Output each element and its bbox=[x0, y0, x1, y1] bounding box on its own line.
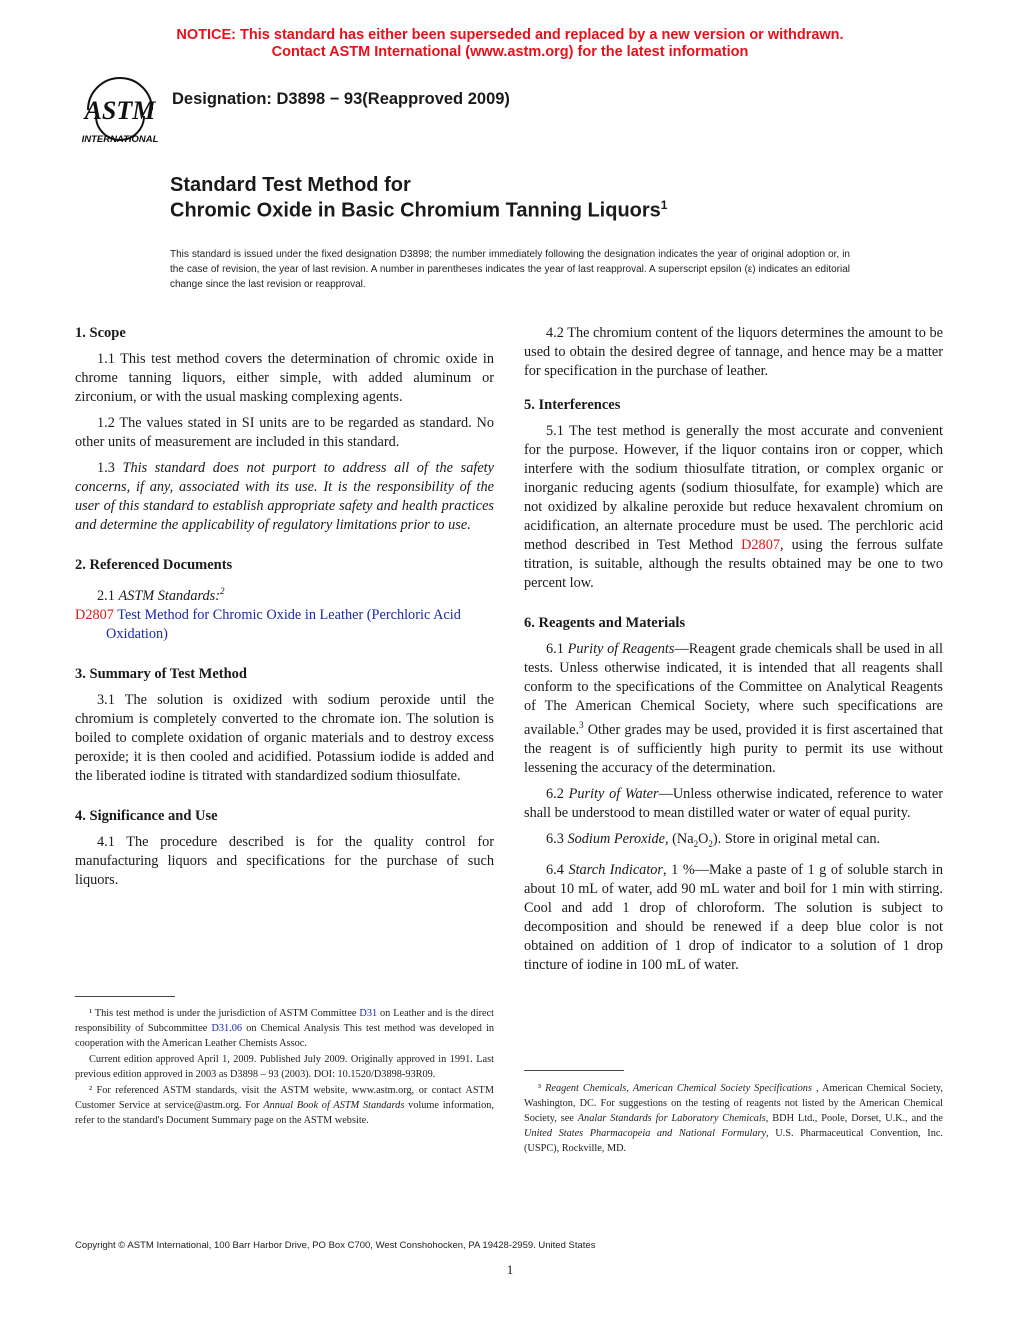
footnote-2-text-a: ² For referenced ASTM standards, visit the ASTM website, www.astm.org, or contact ASTM Customer Service at service@astm.org. For bbox=[75, 1085, 494, 1111]
footnote-2-text-b: volume information, refer to the standard's Document Summary page on the ASTM website. bbox=[75, 1100, 494, 1126]
para-6-2-num: 6.2 bbox=[546, 785, 564, 802]
footnote-1-text-c: on Chemical Analysis This test method was developed in cooperation with the American Leather Chemists Assoc. bbox=[75, 1023, 494, 1049]
para-6-1 bbox=[524, 640, 943, 778]
footnote-3-text-d: , U.S. Pharmaceutical Convention, Inc. (USPC), Rockville, MD. bbox=[524, 1128, 943, 1154]
para-6-3-formula-a: (Na bbox=[668, 830, 694, 847]
para-6-1-mark: 3 bbox=[579, 720, 584, 730]
left-column bbox=[75, 324, 494, 897]
para-6-4 bbox=[524, 861, 943, 975]
footnote-3-italic-2: Analar Standards for Laboratory Chemicals bbox=[577, 1113, 766, 1124]
para-1-3-num: 1.3 bbox=[97, 460, 115, 476]
reference-d2807[interactable] bbox=[75, 606, 494, 644]
title-footnote-mark: 1 bbox=[660, 198, 668, 212]
notice-line-2: Contact ASTM International (www.astm.org) for the latest information bbox=[271, 44, 749, 60]
para-5-1-text-b: , using the ferrous sulfate titration, is suitable, although the results obtained may be one to two percent low. bbox=[524, 537, 943, 591]
logo-subtext: INTERNATIONAL bbox=[81, 134, 159, 145]
footnotes-left bbox=[75, 1006, 494, 1129]
para-6-2-text: —Unless otherwise indicated, reference to water shall be understood to mean distilled water or water of equal purity. bbox=[524, 785, 944, 821]
para-6-3-text: ). Store in original metal can. bbox=[712, 830, 881, 847]
footnote-1-link-d31[interactable]: D31 bbox=[359, 1008, 378, 1019]
reference-code-link[interactable]: D2807 bbox=[75, 606, 114, 623]
para-5-1-ref-link[interactable]: D2807 bbox=[741, 537, 780, 553]
footnotes-right bbox=[524, 1081, 943, 1157]
right-column bbox=[524, 324, 943, 982]
footnote-rule-right bbox=[524, 1070, 624, 1071]
title-line-1: Standard Test Method for bbox=[170, 174, 411, 196]
footnote-2-italic: Annual Book of ASTM Standards bbox=[263, 1100, 405, 1111]
issued-note: This standard is issued under the fixed designation D3898; the number immediately following the designation indicates the year of original adoption or, in the case of revision, the year of last revision. A number in parentheses indicates the year of last reapproval. A superscript epsilon (ε) indicates an editorial change since the last revision or reapproval. bbox=[170, 249, 850, 290]
astm-logo-icon bbox=[76, 72, 164, 148]
para-6-1-text-b: Other grades may be used, provided it is first ascertained that the reagent is of sufficiently high purity to permit its use without lessening the accuracy of the determination. bbox=[524, 721, 943, 776]
title-line-2 bbox=[170, 198, 667, 223]
para-4-2: 4.2 The chromium content of the liquors determines the amount to be used to obtain the desired degree of tannage, and hence may be a matter for specification in the purchase of leather. bbox=[524, 325, 943, 379]
title-text: Chromic Oxide in Basic Chromium Tanning Liquors bbox=[170, 199, 661, 222]
footnote-3-italic-1: Reagent Chemicals, American Chemical Society Specifications bbox=[545, 1083, 812, 1094]
notice-line-1: NOTICE: This standard has either been superseded and replaced by a new version or withdrawn. bbox=[176, 27, 844, 43]
footnote-rule-left bbox=[75, 996, 175, 997]
heading-reagents: 6. Reagents and Materials bbox=[524, 615, 686, 631]
para-2-1-mark: 2 bbox=[220, 586, 225, 596]
para-6-3-num: 6.3 bbox=[546, 830, 564, 847]
para-6-4-num: 6.4 bbox=[546, 861, 564, 878]
para-6-2 bbox=[524, 785, 943, 823]
notice-banner bbox=[0, 27, 1020, 61]
para-2-1-text: ASTM Standards: bbox=[118, 587, 220, 604]
para-6-2-term: Purity of Water bbox=[568, 785, 659, 802]
para-1-3 bbox=[75, 459, 494, 535]
heading-significance: 4. Significance and Use bbox=[75, 807, 218, 824]
footnote-3-text-b: , American Chemical Society, Washington, DC. For suggestions on the testing of reagents not listed by the American Chemical Society, see bbox=[524, 1083, 943, 1124]
para-4-1: 4.1 The procedure described is for the quality control for manufacturing liquors and specifications for the purchase of such liquors. bbox=[75, 833, 494, 888]
footnote-3-text-a: ³ bbox=[538, 1083, 546, 1094]
footnote-1-link-d31-06[interactable]: D31.06 bbox=[211, 1023, 243, 1034]
para-6-3-formula-b: O bbox=[698, 830, 709, 847]
para-6-4-text: , 1 %—Make a paste of 1 g of soluble starch in about 10 mL of water, add 90 mL water and boil for 1 min with stirring. Cool and add 1 drop of chloroform. The solution is subject to decomposition and should be renewed if a deep blue color is not obtained on addition of 1 drop of indicator to a solution of 1 drop tincture of iodine in 100 mL of water. bbox=[524, 861, 943, 973]
para-5-1 bbox=[524, 422, 943, 593]
designation: Designation: D3898 − 93(Reapproved 2009) bbox=[172, 90, 510, 108]
footnote-1-edition: Current edition approved April 1, 2009. Published July 2009. Originally approved in 1991. Last previous edition approved in 2003 as D3898 – 93 (2003). DOI: 10.1520/D3898-93R09. bbox=[75, 1054, 494, 1080]
para-5-1-text-a: 5.1 The test method is generally the most accurate and convenient for the purpose. However, if the liquor contains iron or copper, which interfere with the sodium thiosulfate titration, or complex organic or inorganic reducing agents (sodium thiosulfate, for example) which are not oxidized by alkaline peroxide but reduce hexavalent chromium on acidification, an alternate procedure must be used. The perchloric acid method described in Test Method bbox=[524, 423, 943, 553]
heading-interferences: 5. Interferences bbox=[524, 397, 621, 413]
footnote-1-text-a: ¹ This test method is under the jurisdiction of ASTM Committee bbox=[89, 1008, 360, 1019]
heading-summary: 3. Summary of Test Method bbox=[75, 665, 247, 682]
para-6-1-text-a: —Reagent grade chemicals shall be used in all tests. Unless otherwise indicated, it is intended that all reagents shall conform to the specifications of the Committee on Analytical Reagents of The American Chemical Society, where such specifications are available. bbox=[524, 641, 944, 738]
para-3-1: 3.1 The solution is oxidized with sodium peroxide until the chromium is completely converted to the chromate ion. The solution is boiled to complete oxidation of organic materials and to destroy excess peroxide; it is then cooled and acidified. Potassium iodide is added and the liberated iodine is titrated with standardized sodium thiosulfate. bbox=[75, 691, 494, 784]
copyright: Copyright © ASTM International, 100 Barr Harbor Drive, PO Box C700, West Conshohocken, PA 19428-2959. United States bbox=[75, 1240, 596, 1251]
heading-scope: 1. Scope bbox=[75, 325, 126, 341]
heading-referenced-documents: 2. Referenced Documents bbox=[75, 557, 233, 573]
logo-text: ASTM bbox=[84, 96, 156, 125]
para-6-1-term: Purity of Reagents bbox=[567, 641, 675, 657]
para-1-3-text: This standard does not purport to address all of the safety concerns, if any, associated with its use. It is the responsibility of the user of this standard to establish appropriate safety and health practices and determine the applicability of regulatory limitations prior to use. bbox=[75, 460, 494, 533]
footnote-2 bbox=[75, 1083, 494, 1128]
para-6-3-term: Sodium Peroxide, bbox=[567, 830, 669, 847]
para-1-1: 1.1 This test method covers the determination of chromic oxide in chrome tanning liquors, either simple, with added aluminum or zirconium, or with the usual masking complexing agents. bbox=[75, 351, 494, 405]
reference-title-link[interactable]: Test Method for Chromic Oxide in Leather (Perchloric Acid Oxidation) bbox=[106, 606, 461, 642]
footnote-1-text-b: on Leather and is the direct responsibility of Subcommittee bbox=[75, 1008, 494, 1034]
footnote-1 bbox=[75, 1006, 494, 1051]
para-6-1-num: 6.1 bbox=[546, 641, 564, 657]
para-6-3-sub-1: 2 bbox=[693, 838, 699, 849]
para-6-4-term: Starch Indicator bbox=[568, 861, 663, 878]
footnote-3-italic-3: United States Pharmacopeia and National Formulary bbox=[524, 1128, 767, 1139]
page-number: 1 bbox=[506, 1262, 514, 1277]
footnote-3 bbox=[524, 1081, 943, 1156]
para-1-2: 1.2 The values stated in SI units are to be regarded as standard. No other units of measurement are included in this standard. bbox=[75, 415, 494, 450]
footnote-3-text-c: , BDH Ltd., Poole, Dorset, U.K., and the bbox=[765, 1113, 944, 1124]
para-2-1-num: 2.1 bbox=[97, 587, 115, 604]
para-6-3 bbox=[524, 830, 943, 854]
para-2-1 bbox=[75, 582, 494, 606]
para-6-3-sub-2: 2 bbox=[708, 838, 713, 849]
